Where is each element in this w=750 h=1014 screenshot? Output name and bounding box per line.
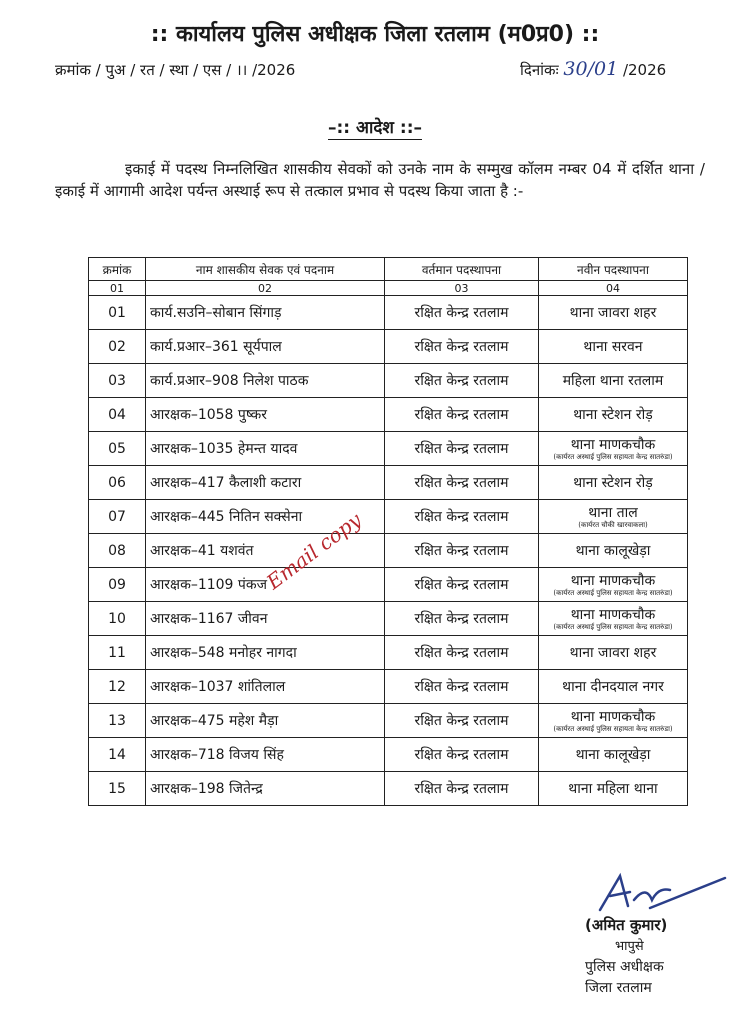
cell-new-posting bbox=[539, 636, 688, 670]
handwritten-date: 30/01 bbox=[563, 58, 619, 80]
cell-serial bbox=[89, 398, 146, 432]
cell-name-text: आरक्षक–718 विजय सिंह bbox=[150, 747, 284, 763]
cell-name bbox=[146, 364, 385, 398]
table-row bbox=[89, 364, 688, 398]
cell-new-posting bbox=[539, 738, 688, 772]
cell-current-posting-text: रक्षित केन्द्र रतलाम bbox=[414, 713, 509, 729]
cell-new-posting-text: महिला थाना रतलाम bbox=[562, 372, 664, 389]
cell-new-posting bbox=[539, 772, 688, 806]
cell-new-posting bbox=[539, 296, 688, 330]
date-label: दिनांकः bbox=[520, 61, 559, 79]
cell-name-text: कार्य.प्रआर–361 सूर्यपाल bbox=[150, 339, 282, 355]
email-copy-annotation: Email copy bbox=[262, 507, 366, 595]
cell-current-posting bbox=[385, 466, 539, 500]
cell-name bbox=[146, 636, 385, 670]
cell-name-text: आरक्षक–475 महेश मैड़ा bbox=[150, 713, 279, 729]
order-heading: –:: आदेश ::– bbox=[328, 118, 422, 138]
cell-name bbox=[146, 466, 385, 500]
cell-current-posting bbox=[385, 704, 539, 738]
cell-serial bbox=[89, 602, 146, 636]
cell-name-text: आरक्षक–1058 पुष्कर bbox=[150, 407, 267, 423]
table-row bbox=[89, 466, 688, 500]
cell-current-posting bbox=[385, 772, 539, 806]
cell-new-posting bbox=[539, 534, 688, 568]
cell-serial-text: 13 bbox=[108, 712, 126, 729]
cell-name-text: आरक्षक–198 जितेन्द्र bbox=[150, 781, 263, 797]
header-name: नाम शासकीय सेवक एवं पदनाम bbox=[146, 258, 385, 281]
cell-new-posting bbox=[539, 602, 688, 636]
posting-note: (कार्यरत अस्थाई पुलिस सहायता केन्द्र सातरुंडा) bbox=[553, 588, 673, 597]
cell-new-posting bbox=[539, 330, 688, 364]
cell-new-posting bbox=[539, 364, 688, 398]
table-row bbox=[89, 500, 688, 534]
cell-serial bbox=[89, 670, 146, 704]
cell-serial-text: 08 bbox=[108, 542, 126, 559]
cell-name-text: आरक्षक–417 कैलाशी कटारा bbox=[150, 475, 302, 491]
cell-current-posting-text: रक्षित केन्द्र रतलाम bbox=[414, 509, 509, 525]
cell-new-posting-text: थाना ताल bbox=[588, 504, 638, 521]
cell-current-posting bbox=[385, 636, 539, 670]
cell-new-posting-text: थाना माणकचौक bbox=[570, 572, 656, 589]
cell-serial-text: 03 bbox=[108, 372, 126, 389]
reference-number: क्रमांक / पुअ / रत / स्था / एस / ।। /2026 bbox=[55, 61, 296, 79]
cell-current-posting-text: रक्षित केन्द्र रतलाम bbox=[414, 339, 509, 355]
cell-name-text: आरक्षक–1037 शांतिलाल bbox=[150, 679, 286, 695]
posting-note: (कार्यरत अस्थाई पुलिस सहायता केन्द्र सातरुंडा) bbox=[553, 724, 673, 733]
header-serial: क्रमांक bbox=[89, 258, 146, 281]
cell-name bbox=[146, 704, 385, 738]
table-row bbox=[89, 568, 688, 602]
posting-note: (कार्यरत अस्थाई पुलिस सहायता केन्द्र सातरुंडा) bbox=[553, 622, 673, 631]
cell-serial-text: 07 bbox=[108, 508, 126, 525]
cell-current-posting bbox=[385, 296, 539, 330]
cell-new-posting bbox=[539, 466, 688, 500]
column-number: 01 bbox=[89, 281, 146, 296]
cell-current-posting-text: रक्षित केन्द्र रतलाम bbox=[414, 611, 509, 627]
cell-serial bbox=[89, 772, 146, 806]
table-row bbox=[89, 772, 688, 806]
cell-current-posting-text: रक्षित केन्द्र रतलाम bbox=[414, 645, 509, 661]
table-row bbox=[89, 534, 688, 568]
signature-block bbox=[585, 915, 705, 999]
cell-serial bbox=[89, 738, 146, 772]
cell-serial bbox=[89, 432, 146, 466]
cell-serial-text: 10 bbox=[108, 610, 126, 627]
column-number: 02 bbox=[146, 281, 385, 296]
cell-new-posting-text: थाना स्टेशन रोड़ bbox=[573, 474, 653, 491]
cell-new-posting-text: थाना माणकचौक bbox=[570, 708, 656, 725]
cell-name-text: आरक्षक–548 मनोहर नागदा bbox=[150, 645, 297, 661]
posting-note: (कार्यरत अस्थाई पुलिस सहायता केन्द्र सातरुंडा) bbox=[553, 452, 673, 461]
cell-name-text: आरक्षक–41 यशवंत bbox=[150, 543, 254, 559]
cell-serial bbox=[89, 534, 146, 568]
column-number-row bbox=[89, 281, 688, 296]
cell-serial-text: 15 bbox=[108, 780, 126, 797]
cell-serial-text: 09 bbox=[108, 576, 126, 593]
column-number: 03 bbox=[385, 281, 539, 296]
cell-name-text: आरक्षक–1167 जीवन bbox=[150, 611, 268, 627]
table-row bbox=[89, 670, 688, 704]
cell-new-posting-text: थाना स्टेशन रोड़ bbox=[573, 406, 653, 423]
cell-name bbox=[146, 432, 385, 466]
table-row bbox=[89, 432, 688, 466]
signatory-service: भापुसे bbox=[615, 939, 644, 954]
cell-serial-text: 12 bbox=[108, 678, 126, 695]
table-row bbox=[89, 330, 688, 364]
signature-scribble bbox=[590, 870, 730, 920]
cell-current-posting-text: रक्षित केन्द्र रतलाम bbox=[414, 373, 509, 389]
cell-serial-text: 01 bbox=[108, 304, 126, 321]
cell-new-posting bbox=[539, 704, 688, 738]
table-row bbox=[89, 398, 688, 432]
cell-new-posting-text: थाना जावरा शहर bbox=[569, 644, 657, 661]
cell-new-posting bbox=[539, 432, 688, 466]
table-header-row bbox=[89, 258, 688, 281]
cell-new-posting-text: थाना महिला थाना bbox=[568, 780, 658, 797]
cell-current-posting bbox=[385, 364, 539, 398]
table-row bbox=[89, 738, 688, 772]
cell-new-posting-text: थाना दीनदयाल नगर bbox=[562, 678, 664, 695]
office-title: :: कार्यालय पुलिस अधीक्षक जिला रतलाम (म0प्र0) :: bbox=[150, 22, 600, 47]
cell-new-posting-text: थाना माणकचौक bbox=[570, 606, 656, 623]
cell-current-posting bbox=[385, 330, 539, 364]
order-body: इकाई में पदस्थ निम्नलिखित शासकीय सेवकों को उनके नाम के सम्मुख कॉलम नम्बर 04 में दर्शित थाना / इकाई में आगामी आदेश पर्यन्त अस्थाई रूप से तत्काल प्रभाव से पदस्थ किया जाता है :- bbox=[55, 160, 705, 200]
cell-current-posting bbox=[385, 670, 539, 704]
cell-serial bbox=[89, 364, 146, 398]
cell-serial bbox=[89, 704, 146, 738]
cell-new-posting-text: थाना कालूखेड़ा bbox=[575, 542, 651, 559]
cell-current-posting-text: रक्षित केन्द्र रतलाम bbox=[414, 305, 509, 321]
table-row bbox=[89, 636, 688, 670]
cell-current-posting-text: रक्षित केन्द्र रतलाम bbox=[414, 577, 509, 593]
cell-name bbox=[146, 296, 385, 330]
cell-new-posting-text: थाना कालूखेड़ा bbox=[575, 746, 651, 763]
column-number: 04 bbox=[539, 281, 688, 296]
posting-note: (कार्यरत चौकी खारवाकला) bbox=[578, 520, 648, 529]
cell-current-posting bbox=[385, 738, 539, 772]
cell-current-posting bbox=[385, 500, 539, 534]
cell-serial bbox=[89, 330, 146, 364]
table-row bbox=[89, 602, 688, 636]
cell-serial bbox=[89, 296, 146, 330]
cell-current-posting bbox=[385, 534, 539, 568]
transfer-table bbox=[88, 257, 688, 806]
order-date bbox=[520, 58, 666, 80]
cell-name-text: आरक्षक–1035 हेमन्त यादव bbox=[150, 441, 298, 457]
cell-serial-text: 04 bbox=[108, 406, 126, 423]
cell-new-posting bbox=[539, 670, 688, 704]
cell-name bbox=[146, 398, 385, 432]
table-row bbox=[89, 296, 688, 330]
cell-current-posting bbox=[385, 568, 539, 602]
cell-current-posting-text: रक्षित केन्द्र रतलाम bbox=[414, 781, 509, 797]
signatory-district: जिला रतलाम bbox=[585, 980, 652, 996]
cell-name bbox=[146, 738, 385, 772]
cell-current-posting-text: रक्षित केन्द्र रतलाम bbox=[414, 747, 509, 763]
cell-name bbox=[146, 602, 385, 636]
signatory-name: (अमित कुमार) bbox=[585, 916, 668, 934]
table-row bbox=[89, 704, 688, 738]
cell-serial-text: 05 bbox=[108, 440, 126, 457]
cell-name-text: कार्य.सउनि–सोबान सिंगाड़ bbox=[150, 305, 282, 321]
date-year: /2026 bbox=[622, 61, 667, 79]
cell-name-text: आरक्षक–445 नितिन सक्सेना bbox=[150, 509, 303, 525]
cell-name bbox=[146, 330, 385, 364]
signatory-designation: पुलिस अधीक्षक bbox=[585, 959, 664, 975]
cell-current-posting bbox=[385, 432, 539, 466]
cell-name bbox=[146, 670, 385, 704]
cell-name bbox=[146, 772, 385, 806]
cell-current-posting-text: रक्षित केन्द्र रतलाम bbox=[414, 441, 509, 457]
cell-serial bbox=[89, 500, 146, 534]
cell-current-posting-text: रक्षित केन्द्र रतलाम bbox=[414, 543, 509, 559]
cell-new-posting-text: थाना सरवन bbox=[583, 338, 643, 355]
cell-serial-text: 11 bbox=[108, 644, 126, 661]
cell-name-text: आरक्षक–1109 पंकज bbox=[150, 577, 267, 593]
cell-new-posting bbox=[539, 500, 688, 534]
cell-current-posting bbox=[385, 602, 539, 636]
cell-current-posting bbox=[385, 398, 539, 432]
cell-serial bbox=[89, 636, 146, 670]
cell-serial-text: 14 bbox=[108, 746, 126, 763]
cell-new-posting bbox=[539, 398, 688, 432]
cell-serial bbox=[89, 466, 146, 500]
header-current-posting: वर्तमान पदस्थापना bbox=[385, 258, 539, 281]
cell-current-posting-text: रक्षित केन्द्र रतलाम bbox=[414, 679, 509, 695]
cell-serial bbox=[89, 568, 146, 602]
cell-serial-text: 02 bbox=[108, 338, 126, 355]
cell-name-text: कार्य.प्रआर–908 निलेश पाठक bbox=[150, 373, 309, 389]
cell-new-posting-text: थाना माणकचौक bbox=[570, 436, 656, 453]
cell-serial-text: 06 bbox=[108, 474, 126, 491]
cell-new-posting bbox=[539, 568, 688, 602]
cell-current-posting-text: रक्षित केन्द्र रतलाम bbox=[414, 475, 509, 491]
header-new-posting: नवीन पदस्थापना bbox=[539, 258, 688, 281]
cell-current-posting-text: रक्षित केन्द्र रतलाम bbox=[414, 407, 509, 423]
cell-new-posting-text: थाना जावरा शहर bbox=[569, 304, 657, 321]
